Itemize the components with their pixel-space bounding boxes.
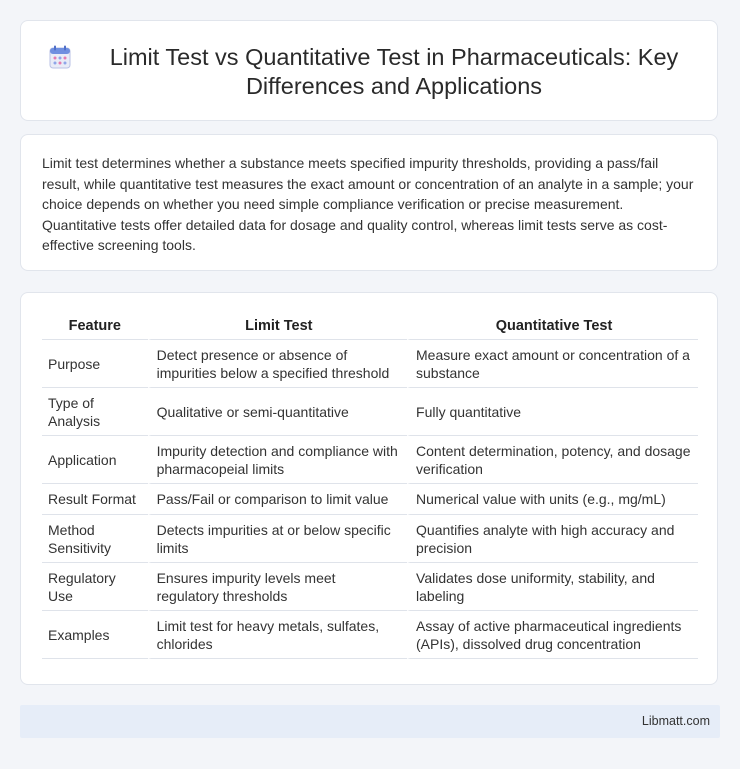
summary-card	[20, 134, 718, 271]
feature-cell: Examples	[42, 611, 148, 659]
footer-bar	[20, 705, 720, 738]
title-card	[20, 20, 718, 121]
limit-test-cell: Detect presence or absence of impurities below a specified threshold	[148, 340, 407, 388]
table-row	[42, 388, 698, 436]
table-header-row	[42, 315, 698, 340]
summary-text: Limit test determines whether a substance meets specified impurity thresholds, providing a pass/fail result, while quantitative test measures the exact amount or concentration of an analyte in a sample; your choice depends on whether you need simple compliance verification or precise measurement. Quantitative tests offer detailed data for dosage and quality control, whereas limit tests serve as cost-effective screening tools.	[42, 155, 694, 253]
limit-test-cell: Detects impurities at or below specific limits	[148, 515, 407, 563]
quantitative-test-cell: Fully quantitative	[407, 388, 698, 436]
table-row	[42, 436, 698, 484]
feature-cell: Application	[42, 436, 148, 484]
comparison-table-card	[20, 292, 718, 685]
limit-test-cell: Ensures impurity levels meet regulatory thresholds	[148, 563, 407, 611]
footer-brand[interactable]: Libmatt.com	[641, 714, 710, 728]
quantitative-test-cell: Measure exact amount or concentration of a substance	[407, 340, 698, 388]
table-row	[42, 611, 698, 659]
feature-cell: Method Sensitivity	[42, 515, 148, 563]
comparison-table	[42, 315, 698, 659]
feature-cell: Regulatory Use	[42, 563, 148, 611]
feature-cell: Result Format	[42, 484, 148, 515]
limit-test-cell: Pass/Fail or comparison to limit value	[148, 484, 407, 515]
feature-cell: Purpose	[42, 340, 148, 388]
feature-cell: Type of Analysis	[42, 388, 148, 436]
limit-test-cell: Impurity detection and compliance with pharmacopeial limits	[148, 436, 407, 484]
quantitative-test-cell: Numerical value with units (e.g., mg/mL)	[407, 484, 698, 515]
table-row	[42, 563, 698, 611]
limit-test-cell: Qualitative or semi-quantitative	[148, 388, 407, 436]
quantitative-test-cell: Validates dose uniformity, stability, and labeling	[407, 563, 698, 611]
table-row	[42, 340, 698, 388]
quantitative-test-cell: Assay of active pharmaceutical ingredients (APIs), dissolved drug concentration	[407, 611, 698, 659]
limit-test-cell: Limit test for heavy metals, sulfates, chlorides	[148, 611, 407, 659]
header-limit-test: Limit Test	[148, 315, 407, 340]
header-feature: Feature	[42, 315, 148, 340]
quantitative-test-cell: Quantifies analyte with high accuracy and precision	[407, 515, 698, 563]
page-title: Limit Test vs Quantitative Test in Pharmaceuticals: Key Differences and Applications	[109, 44, 679, 99]
table-row	[42, 515, 698, 563]
quantitative-test-cell: Content determination, potency, and dosage verification	[407, 436, 698, 484]
header-quantitative-test: Quantitative Test	[407, 315, 698, 340]
table-row	[42, 484, 698, 515]
